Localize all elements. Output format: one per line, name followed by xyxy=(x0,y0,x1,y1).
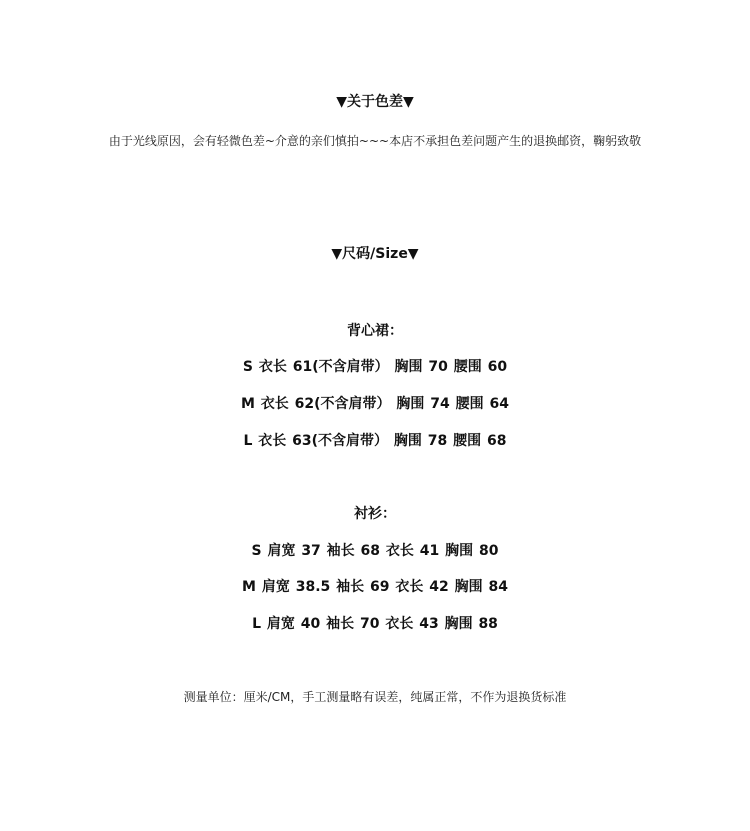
shirt-label: 衬衫： xyxy=(354,506,396,522)
color-difference-note: 由于光线原因，会有轻微色差~介意的亲们慎拍~~~本店不承担色差问题产生的退换邮资，鞠躬致敬 xyxy=(108,134,642,148)
shirt-row-l: L 肩宽 40 袖长 70 衣长 43 胸围 88 xyxy=(252,616,498,632)
color-difference-title: ▼关于色差▼ xyxy=(336,94,414,110)
vest-skirt-row-l: L 衣长 63(不含肩带） 胸围 78 腰围 68 xyxy=(243,433,507,449)
size-title: ▼尺码/Size▼ xyxy=(331,246,419,262)
vest-skirt-row-s: S 衣长 61(不含肩带） 胸围 70 腰围 60 xyxy=(242,359,508,375)
shirt-row-s: S 肩宽 37 袖长 68 衣长 41 胸围 80 xyxy=(251,543,499,559)
vest-skirt-row-m: M 衣长 62(不含肩带） 胸围 74 腰围 64 xyxy=(240,396,510,412)
vest-skirt-label: 背心裙： xyxy=(347,323,403,339)
measurement-footnote: 测量单位：厘米/CM，手工测量略有误差，纯属正常，不作为退换货标准 xyxy=(183,690,567,704)
shirt-row-m: M 肩宽 38.5 袖长 69 衣长 42 胸围 84 xyxy=(242,579,508,595)
